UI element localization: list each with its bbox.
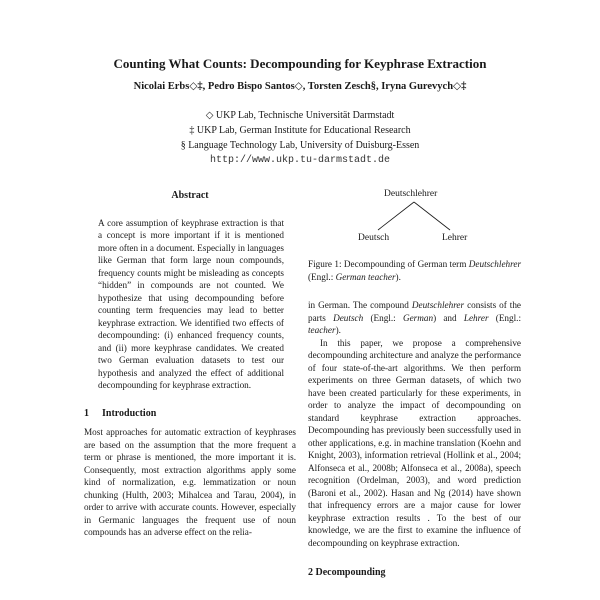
cont-text-3: (Engl.: [370, 312, 396, 323]
cont-text-6: ). [335, 325, 341, 335]
cont-text-5: (Engl.: [495, 312, 522, 323]
caption-gloss: German teacher [335, 271, 396, 282]
affiliations [0, 108, 600, 168]
section-heading-introduction [84, 408, 296, 421]
affiliation-2: ‡ UKP Lab, German Institute for Educational Research [189, 125, 411, 136]
figure-1 [308, 188, 521, 248]
figure-caption [308, 258, 521, 283]
affiliation-1: ◇ UKP Lab, Technische Universität Darmstadt [205, 110, 395, 121]
section-heading-decompounding: 2 Decompounding [308, 567, 386, 578]
right-column-continuation [308, 299, 521, 337]
tree-node-root: Deutschlehrer [384, 189, 438, 199]
cont-part-1: Deutsch [333, 312, 364, 323]
cont-text-1: in German. The compound [308, 300, 409, 310]
tree-edge-right [414, 202, 450, 230]
paper-title: Counting What Counts: Decompounding for Keyphrase Extraction [113, 56, 487, 71]
cont-term: Deutschlehrer [411, 300, 465, 310]
caption-term: Deutschlehrer [468, 259, 522, 269]
author-list: Nicolai Erbs◇‡, Pedro Bispo Santos◇, Torsten Zesch§, Iryna Gurevych◇‡ [133, 81, 467, 92]
abstract-text: A core assumption of keyphrase extraction is that a concept is more important if it is mentioned more often in a document. Especially in languages like German that form large noun compounds, frequency counts might be misleading as concepts “hidden” in compounds are not counted. We hypothesize that using decompounding before counting term frequencies may lead to better keyphrase extraction. We identified two effects of decompounding: (i) enhanced frequency counts, and (ii) more keyphrase candidates. We created two German evaluation datasets to test our hypothesis and analyzed the effect of additional decompounding for keyphrase extraction. [98, 217, 284, 390]
cont-text-4: ) and [433, 312, 457, 323]
section-number: 1 [84, 407, 89, 419]
cont-part-2-gloss: teacher [308, 325, 336, 335]
cont-text-2: consists of the parts [308, 300, 521, 323]
section-title: Introduction [102, 407, 157, 419]
tree-node-left: Deutsch [358, 233, 390, 243]
caption-prefix: Figure 1: Decompounding of German term [308, 259, 467, 269]
affiliation-url: http://www.ukp.tu-darmstadt.de [209, 155, 391, 166]
right-column-paragraph-2: In this paper, we propose a comprehensive decompounding architecture and analyze the performance of four state-of-the-art algorithms. We then perform experiments on three German datasets, of which two have been created particularly for these experiments, in order to analyze the impact of decompounding on standard keyphrase extraction approaches. Decompounding has previously been successfully used in other applications, e.g. in machine translation (Koehn and Knight, 2003), information retrieval (Hollink et al., 2004; Alfonseca et al., 2008b; Alfonseca et al., 2008a), speech recognition (Ordelman, 2003), and word prediction (Baroni et al., 2002). Hasan and Ng (2014) have shown that infrequency errors are a major cause for lower keyphrase extraction results . To the best of our knowledge, we are the first to examine the influence of decompounding on keyphrase extraction. [308, 337, 521, 548]
caption-gloss-open: (Engl.: [308, 271, 334, 282]
cont-part-2: Lehrer [463, 312, 489, 323]
introduction-text: Most approaches for automatic extraction of keyphrases are based on the assumption that the more frequent a term or phrase is mentioned, the more important it is. Consequently, most extraction algorithms apply some kind of normalization, e.g. lemmatization or noun chunking (Hulth, 2003; Mihalcea and Tarau, 2004), in order to arrive with accurate counts. However, especially in Germanic languages the frequent use of noun compounds has an adverse effect on the relia- [84, 427, 296, 537]
left-column [84, 190, 296, 539]
tree-edge-left [378, 202, 414, 230]
affiliation-3: § Language Technology Lab, University of Duisburg-Essen [180, 140, 420, 151]
cont-part-1-gloss: German [402, 312, 434, 323]
caption-close: ). [395, 271, 401, 282]
tree-node-right: Lehrer [442, 233, 468, 243]
abstract-heading: Abstract [171, 190, 209, 201]
right-column [308, 188, 521, 586]
